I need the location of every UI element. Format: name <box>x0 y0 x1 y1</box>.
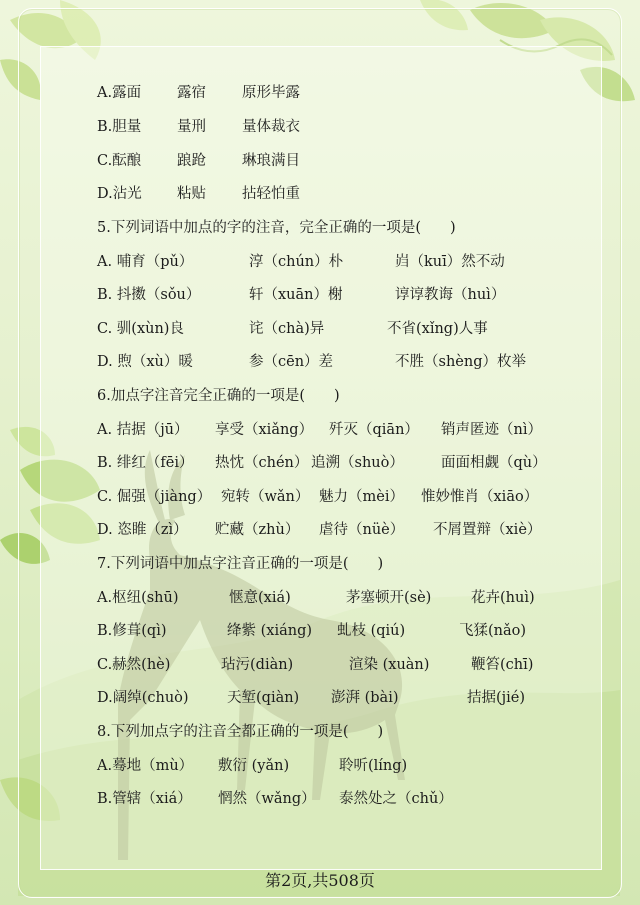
option-text: 宛转（wǎn） <box>221 489 310 505</box>
question-text: 5.下列词语中加点的字的注音，完全正确的一项是( ) <box>97 220 456 236</box>
option-text: 歼灭（qiān） <box>329 422 419 438</box>
option-text: 天堑(qiàn) <box>227 690 300 706</box>
option-text: 泰然处之（chǔ） <box>339 791 453 807</box>
option-text: C. 驯(xùn)良 <box>97 321 184 337</box>
option-text: C.赫然(hè) <box>97 657 171 673</box>
option-text: 淳（chún）朴 <box>249 254 344 270</box>
option-text: A.枢纽(shū) <box>97 590 179 606</box>
option-text: 诧（chà)异 <box>249 321 325 337</box>
option-line <box>97 621 527 641</box>
option-text: 玷污(diàn) <box>221 657 294 673</box>
option-line <box>97 285 506 305</box>
question-text: 6.加点字注音完全正确的一项是( ) <box>97 388 340 404</box>
option-line <box>97 83 300 103</box>
option-text: B.管辖（xiá） <box>97 791 192 807</box>
option-text: 不屑置辩（xiè） <box>433 522 542 538</box>
option-line <box>97 117 300 137</box>
option-text: 露宿 <box>177 85 206 101</box>
option-text: 澎湃 (bài) <box>331 690 399 706</box>
option-text: 不胜（shèng）枚举 <box>395 354 526 370</box>
option-text: 岿（kuī）然不动 <box>395 254 505 270</box>
page-number: 第2页,共508页 <box>265 871 375 890</box>
option-line <box>97 789 453 809</box>
option-text: 量体裁衣 <box>242 119 300 135</box>
option-text: 参（cēn）差 <box>249 354 334 370</box>
option-text: 贮藏（zhù） <box>215 522 300 538</box>
option-text: 惬意(xiá) <box>229 590 291 606</box>
option-line <box>97 520 542 540</box>
question-text: 8.下列加点字的注音全都正确的一项是( ) <box>97 724 384 740</box>
option-text: D.阔绰(chuò) <box>97 690 189 706</box>
option-text: 虐待（nüè） <box>319 522 405 538</box>
option-text: A. 拮据（jū） <box>97 422 189 438</box>
option-text: 追溯（shuò） <box>311 455 404 471</box>
option-text: 绛紫 (xiáng) <box>227 623 313 639</box>
question-stem <box>97 386 340 406</box>
option-line <box>97 688 526 708</box>
option-text: 琳琅满目 <box>242 153 300 169</box>
option-line <box>97 151 300 171</box>
option-text: B.胆量 <box>97 119 142 135</box>
question-text: 7.下列词语中加点字注音正确的一项是( ) <box>97 556 384 572</box>
option-line <box>97 184 300 204</box>
option-text: 粘贴 <box>177 186 206 202</box>
option-text: 茅塞顿开(sè) <box>346 590 432 606</box>
option-text: 拮据(jié) <box>467 690 526 706</box>
option-text: 热忱（chén） <box>215 455 309 471</box>
option-text: A. 哺育（pǔ） <box>97 254 194 270</box>
option-text: 面面相觑（qù） <box>441 455 547 471</box>
option-text: 原形毕露 <box>242 85 300 101</box>
option-text: 聆听(líng) <box>339 758 408 774</box>
option-line <box>97 756 408 776</box>
option-text: 谆谆教诲（huì） <box>395 287 506 303</box>
option-text: A.露面 <box>97 85 142 101</box>
option-line <box>97 252 505 272</box>
option-text: 惟妙惟肖（xiāo） <box>421 489 539 505</box>
option-line <box>97 319 488 339</box>
option-line <box>97 487 539 507</box>
question-stem <box>97 554 384 574</box>
option-text: C.酝酿 <box>97 153 142 169</box>
option-text: 不省(xǐng)人事 <box>387 321 488 337</box>
option-text: 渲染 (xuàn) <box>349 657 430 673</box>
option-text: D.沾光 <box>97 186 142 202</box>
option-line <box>97 420 542 440</box>
option-text: 量刑 <box>177 119 206 135</box>
option-text: 拈轻怕重 <box>242 186 300 202</box>
option-text: 踉跄 <box>177 153 206 169</box>
option-text: 敷衍 (yǎn) <box>218 758 290 774</box>
question-stem <box>97 218 456 238</box>
option-text: A.蓦地（mù） <box>97 758 194 774</box>
option-text: C. 倔强（jiàng） <box>97 489 212 505</box>
option-text: 享受（xiǎng） <box>215 422 314 438</box>
option-line <box>97 352 526 372</box>
option-line <box>97 588 535 608</box>
option-text: D. 煦（xù）暖 <box>97 354 193 370</box>
option-text: 虬枝 (qiú) <box>337 623 406 639</box>
option-text: D. 恣睢（zì） <box>97 522 188 538</box>
option-text: 魅力（mèi） <box>319 489 404 505</box>
option-text: 花卉(huì) <box>471 590 535 606</box>
option-line <box>97 655 534 675</box>
option-text: B.修葺(qì) <box>97 623 167 639</box>
option-text: B. 绯红（fēi） <box>97 455 194 471</box>
option-text: B. 抖擞（sǒu） <box>97 287 201 303</box>
option-text: 飞猱(nǎo) <box>459 623 527 639</box>
option-text: 销声匿迹（nì） <box>441 422 542 438</box>
option-text: 轩（xuān）榭 <box>249 287 343 303</box>
option-text: 鞭笞(chī) <box>471 657 534 673</box>
option-line <box>97 453 547 473</box>
question-stem <box>97 722 384 742</box>
option-text: 惘然（wǎng） <box>218 791 316 807</box>
